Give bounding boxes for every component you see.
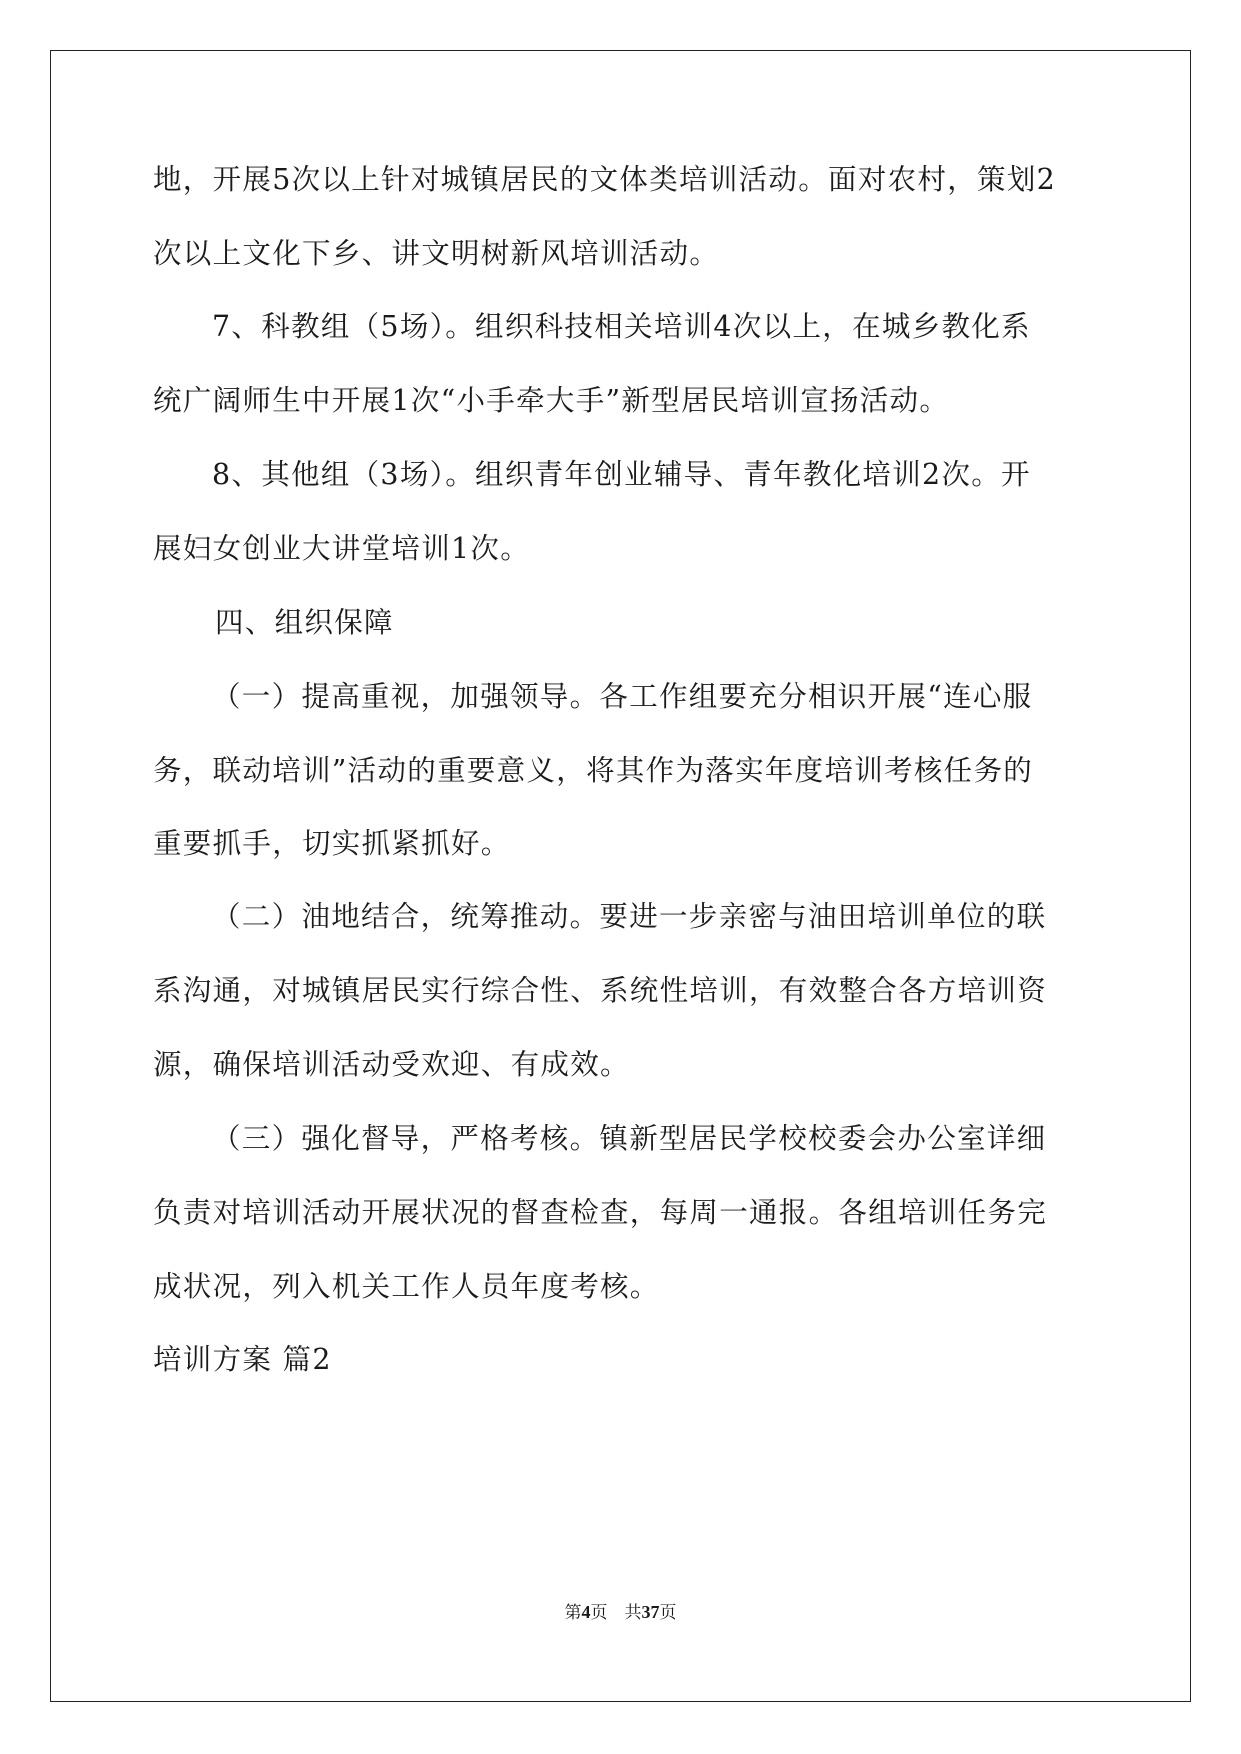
page-footer: [0, 1600, 1241, 1625]
text-line: （一）提高重视，加强领导。各工作组要充分相识开展“连心服: [212, 680, 1033, 713]
section-title: 培训方案 篇2: [153, 1343, 332, 1376]
text-line: 地，开展5次以上针对城镇居民的文体类培训活动。面对农村，策划2: [153, 163, 1057, 196]
section-heading: 四、组织保障: [215, 606, 394, 639]
footer-current-page: 4: [581, 1602, 591, 1622]
text-line: （三）强化督导，严格考核。镇新型居民学校校委会办公室详细: [212, 1122, 1047, 1155]
page-border: [50, 50, 1191, 1702]
text-line: 源，确保培训活动受欢迎、有成效。: [153, 1048, 630, 1081]
footer-prefix: 第: [564, 1603, 582, 1623]
text-line: 成状况，列入机关工作人员年度考核。: [153, 1270, 660, 1303]
text-line: 重要抓手，切实抓紧抓好。: [153, 827, 511, 860]
text-line: 负责对培训活动开展状况的督查检查，每周一通报。各组培训任务完: [153, 1196, 1048, 1229]
text-line: （二）油地结合，统筹推动。要进一步亲密与油田培训单位的联: [212, 900, 1047, 933]
text-line: 展妇女创业大讲堂培训1次。: [153, 532, 531, 565]
text-line: 统广阔师生中开展1次“小手牵大手”新型居民培训宣扬活动。: [153, 384, 950, 417]
text-line: 8、其他组（3场）。组织青年创业辅导、青年教化培训2次。开: [212, 458, 1031, 491]
footer-middle: 页 共: [590, 1603, 642, 1623]
text-line: 次以上文化下乡、讲文明树新风培训活动。: [153, 237, 720, 270]
text-line: 7、科教组（5场）。组织科技相关培训4次以上，在城乡教化系: [212, 310, 1031, 343]
text-line: 务，联动培训”活动的重要意义，将其作为落实年度培训考核任务的: [153, 754, 1034, 787]
footer-suffix: 页: [659, 1603, 677, 1623]
footer-total-pages: 37: [641, 1602, 660, 1622]
text-line: 系沟通，对城镇居民实行综合性、系统性培训，有效整合各方培训资: [153, 974, 1048, 1007]
